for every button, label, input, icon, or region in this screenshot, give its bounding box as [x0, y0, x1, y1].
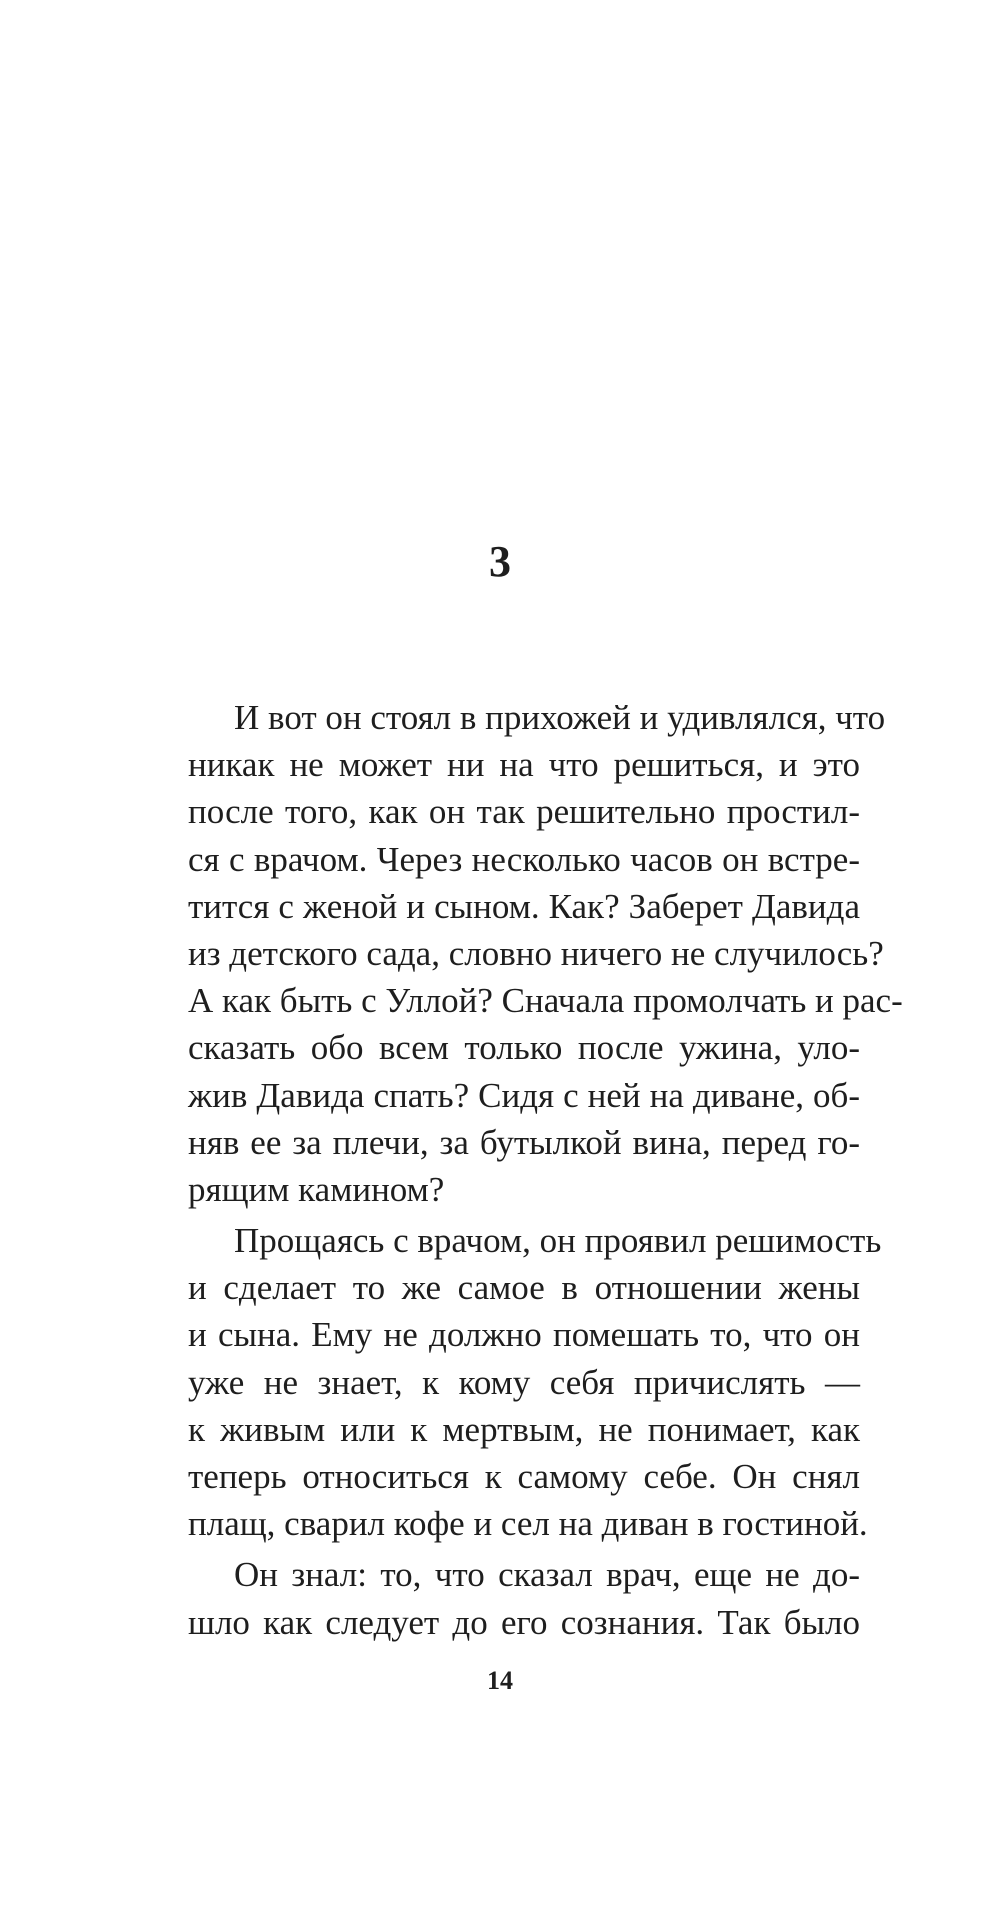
- page-number: 14: [487, 1666, 513, 1695]
- text-line: плащ, сварил кофе и сел на диван в гостиной.: [188, 1504, 868, 1544]
- text-line: И вот он стоял в прихожей и удивлялся, что: [234, 698, 886, 737]
- text-line: теперь относиться к самому себе. Он снял: [188, 1457, 860, 1496]
- text-line: после того, как он так решительно простил-: [188, 792, 860, 832]
- text-line: Прощаясь с врачом, он проявил решимость: [234, 1221, 882, 1261]
- text-line: и сына. Ему не должно помешать то, что он: [188, 1315, 860, 1355]
- text-line: сказать обо всем только после ужина, уло-: [188, 1028, 860, 1068]
- text-line: Он знал: то, что сказал врач, еще не до-: [234, 1555, 860, 1595]
- text-line: к живым или к мертвым, не понимает, как: [188, 1409, 860, 1449]
- text-line: ся с врачом. Через несколько часов он встре-: [188, 839, 860, 879]
- text-line: рящим камином?: [188, 1169, 445, 1209]
- chapter-number: 3: [489, 537, 511, 586]
- text-line: няв ее за плечи, за бутылкой вина, перед го-: [188, 1122, 860, 1162]
- text-line: и сделает то же самое в отношении жены: [188, 1268, 860, 1308]
- text-line: жив Давида спать? Сидя с ней на диване, об-: [188, 1075, 860, 1115]
- body-text: [188, 694, 903, 1646]
- text-line: А как быть с Уллой? Сначала промолчать и рас-: [188, 981, 903, 1021]
- text-line: никак не может ни на что решиться, и это: [188, 745, 860, 785]
- text-line: тится с женой и сыном. Как? Заберет Давида: [188, 886, 860, 926]
- text-line: шло как следует до его сознания. Так было: [188, 1602, 860, 1642]
- text-line: из детского сада, словно ничего не случилось?: [188, 933, 884, 973]
- text-line: уже не знает, к кому себя причислять —: [188, 1362, 860, 1402]
